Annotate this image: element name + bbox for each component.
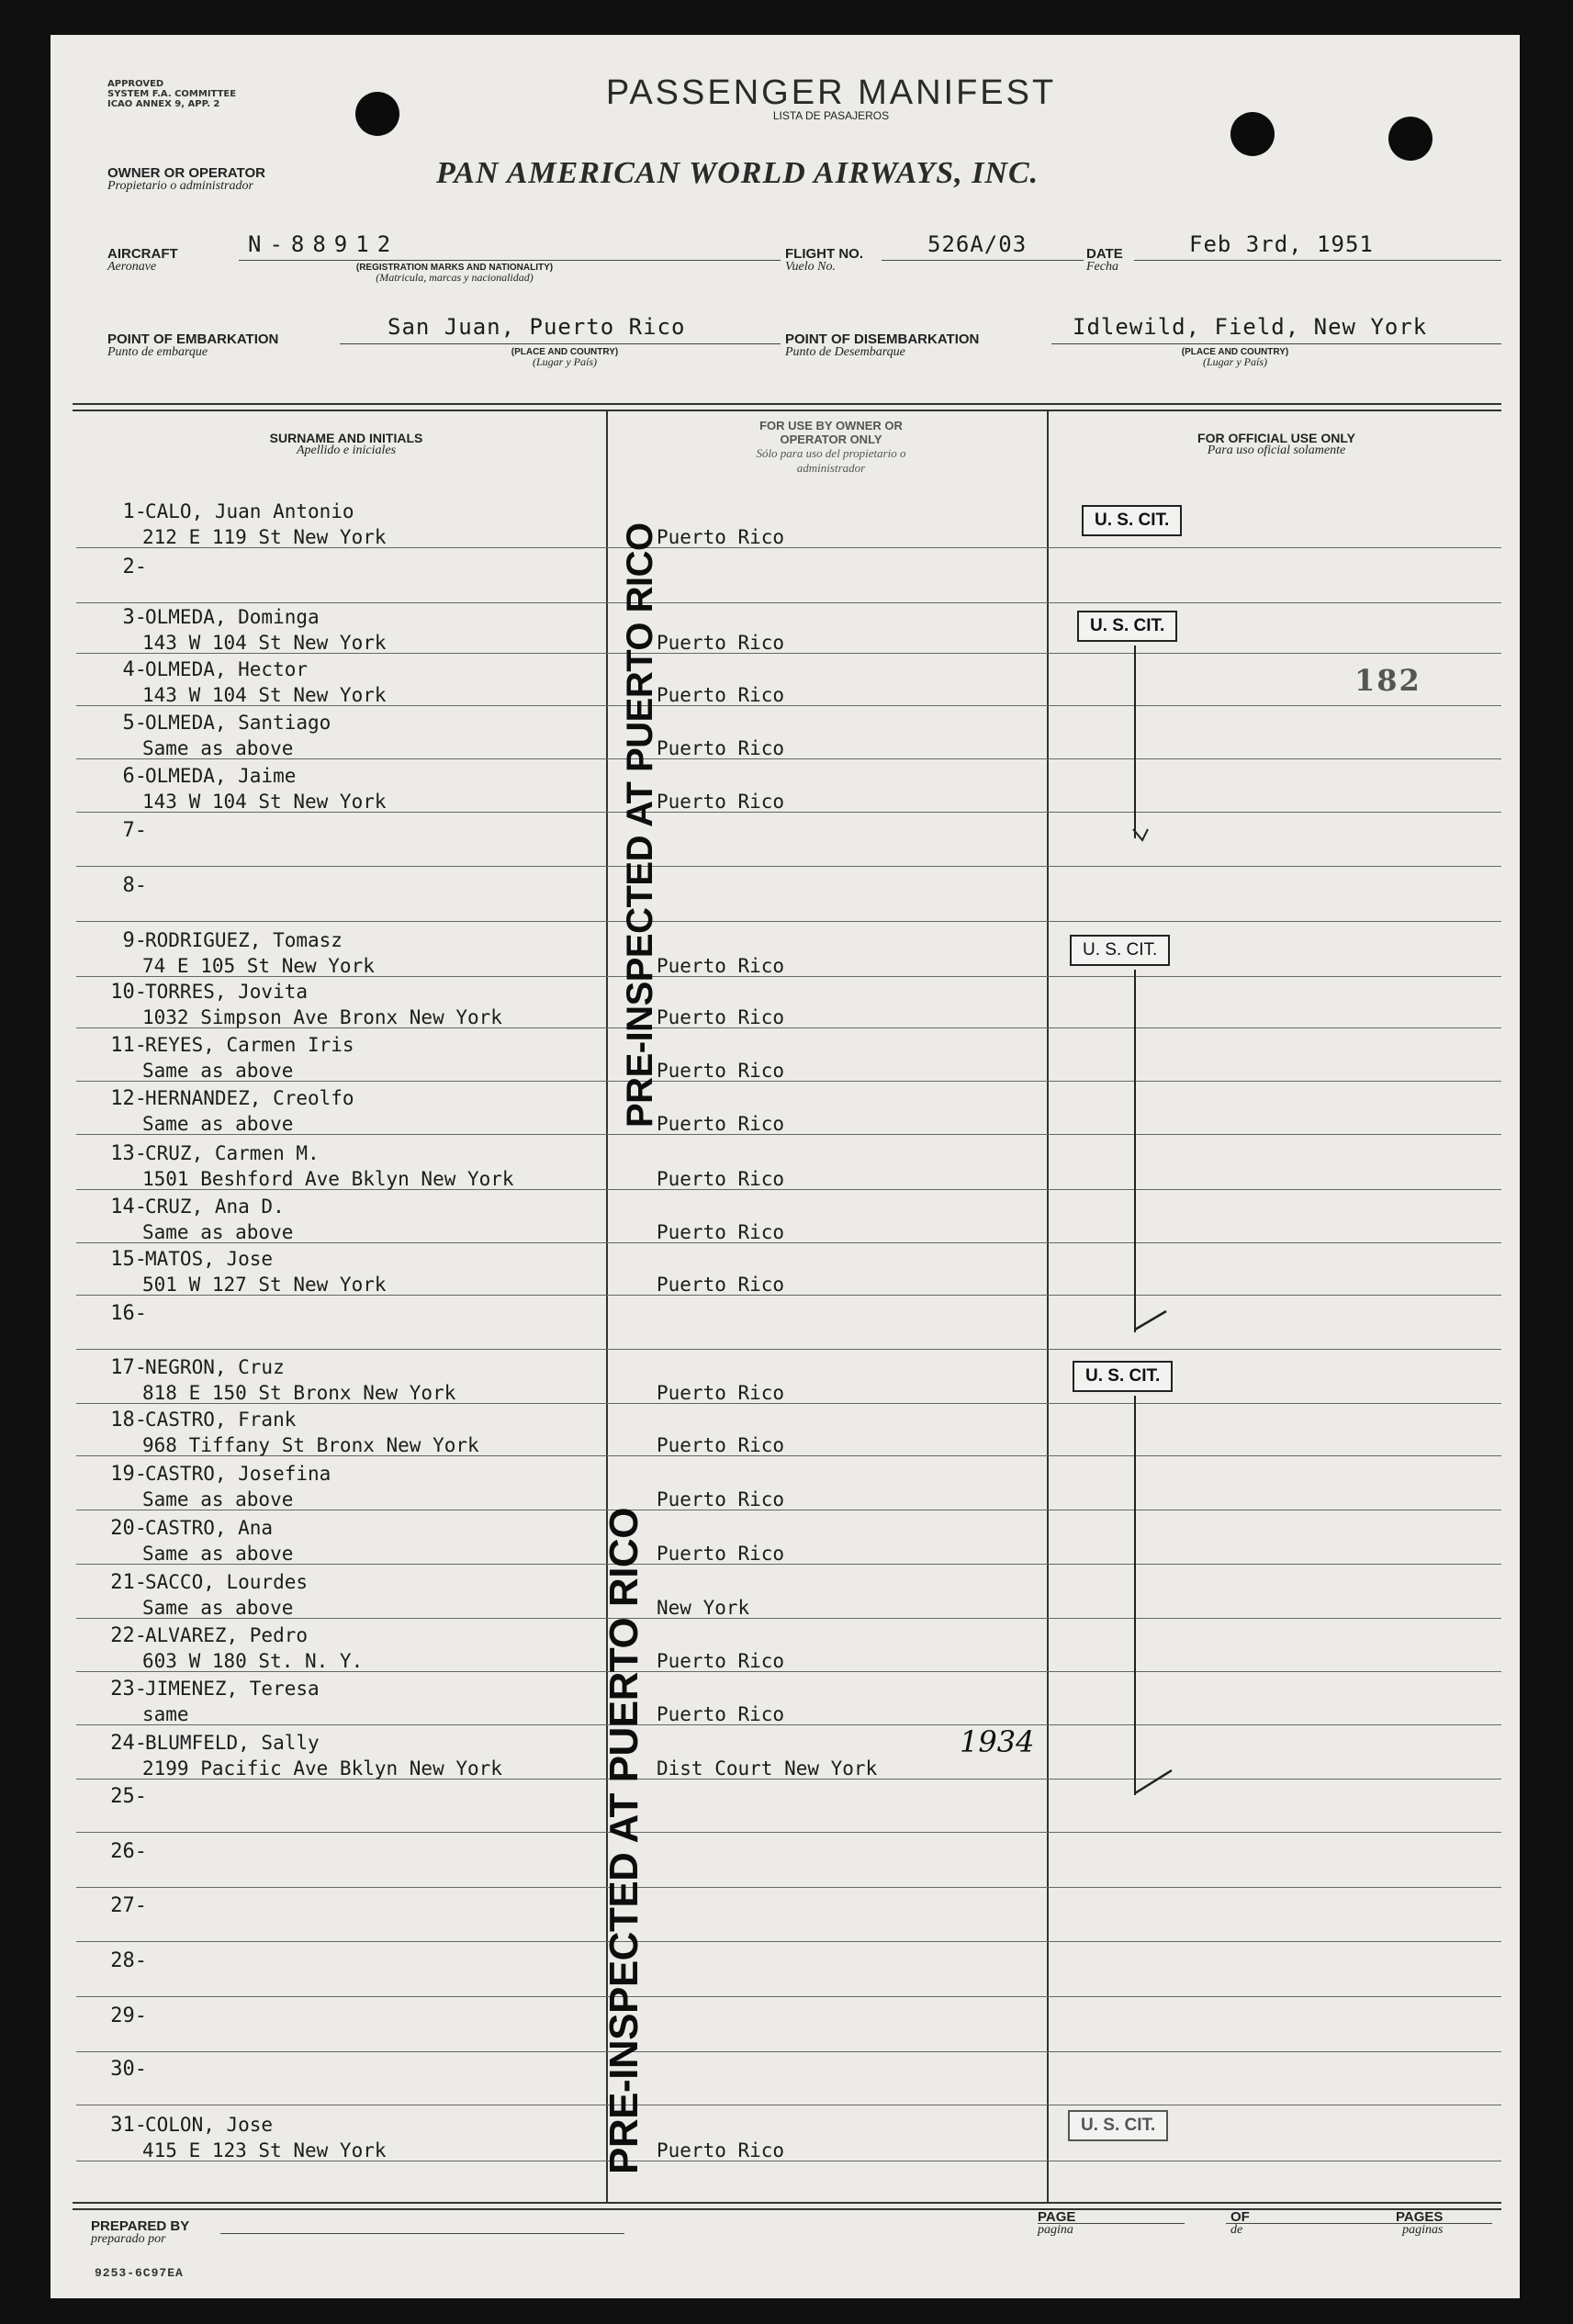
passenger-destination: New York — [657, 1597, 750, 1619]
check-marks — [1120, 802, 1194, 1812]
passenger-name: CRUZ, Ana D. — [145, 1196, 285, 1218]
approved-line: APPROVED — [107, 79, 164, 89]
prepared-label — [91, 2220, 189, 2246]
row-number: 12- — [110, 1087, 147, 1110]
passenger-destination: Puerto Rico — [657, 1434, 785, 1456]
approved-line: ICAO ANNEX 9, APP. 2 — [107, 99, 220, 109]
row-number: 8- — [122, 874, 147, 897]
passenger-destination: Puerto Rico — [657, 1113, 785, 1135]
row-rule — [76, 1941, 1501, 1942]
row-rule — [76, 1887, 1501, 1888]
row-number: 21- — [110, 1571, 147, 1594]
date-label-es: Fecha — [1086, 260, 1118, 274]
registration-note-es: (Matricula, marcas y nacionalidad) — [376, 271, 534, 284]
row-number: 11- — [110, 1034, 147, 1057]
prepared-label-es: preparado por — [91, 2232, 166, 2246]
passenger-destination: Puerto Rico — [657, 955, 785, 977]
row-number: 2- — [122, 556, 147, 578]
passenger-address: 143 W 104 St New York — [142, 791, 387, 813]
underline — [239, 260, 781, 261]
page-title: PASSENGER MANIFEST — [605, 73, 1057, 112]
punch-hole — [355, 92, 399, 136]
passenger-address: Same as above — [142, 1060, 294, 1082]
disembark-label-text: POINT OF DISEMBARKATION — [785, 331, 980, 347]
page-number-stamp: 182 — [1354, 663, 1421, 698]
passenger-address: Same as above — [142, 1543, 294, 1565]
embark-label — [107, 333, 278, 359]
us-cit-stamp: U. S. CIT. — [1073, 1361, 1173, 1392]
passenger-destination: Puerto Rico — [657, 737, 785, 759]
passenger-destination: Puerto Rico — [657, 684, 785, 706]
punch-hole — [1230, 112, 1275, 156]
aircraft-label-es: Aeronave — [107, 260, 157, 274]
passenger-name: OLMEDA, Dominga — [145, 606, 320, 628]
aircraft-label-text: AIRCRAFT — [107, 246, 178, 262]
passenger-address: 212 E 119 St New York — [142, 526, 387, 548]
row-number: 26- — [110, 1840, 147, 1863]
row-number: 1- — [122, 500, 147, 523]
date-label — [1086, 248, 1123, 274]
col-header-official — [1070, 432, 1483, 457]
row-number: 25- — [110, 1785, 147, 1808]
table-top-rule — [73, 403, 1501, 405]
row-number: 14- — [110, 1196, 147, 1218]
underline — [1226, 2223, 1492, 2224]
passenger-destination: Puerto Rico — [657, 526, 785, 548]
embark-label-text: POINT OF EMBARKATION — [107, 331, 279, 347]
page-title-es: LISTA DE PASAJEROS — [772, 109, 890, 122]
operator-name: PAN AMERICAN WORLD AIRWAYS, INC. — [436, 156, 1039, 190]
col-header-surname-es: Apellido e iniciales — [296, 443, 397, 457]
passenger-destination: Dist Court New York — [657, 1757, 878, 1779]
row-number: 9- — [122, 929, 147, 952]
passenger-address: 2199 Pacific Ave Bklyn New York — [142, 1757, 502, 1779]
row-number: 30- — [110, 2058, 147, 2081]
embark-value: San Juan, Puerto Rico — [388, 314, 686, 340]
row-number: 23- — [110, 1678, 147, 1701]
row-number: 27- — [110, 1894, 147, 1917]
passenger-destination: Puerto Rico — [657, 1703, 785, 1725]
passenger-address: 143 W 104 St New York — [142, 684, 387, 706]
table-bottom-rule — [73, 2208, 1501, 2210]
passenger-name: CASTRO, Ana — [145, 1517, 274, 1539]
passenger-name: ALVAREZ, Pedro — [145, 1624, 309, 1646]
table-bottom-rule — [73, 2202, 1501, 2204]
passenger-name: MATOS, Jose — [145, 1248, 274, 1270]
embark-place-note-text: (PLACE AND COUNTRY) — [511, 347, 619, 357]
manifest-sheet — [51, 35, 1520, 2298]
disembark-label — [785, 333, 979, 359]
date-value: Feb 3rd, 1951 — [1189, 231, 1374, 257]
of-label-text: OF — [1230, 2209, 1250, 2225]
us-cit-stamp: U. S. CIT. — [1070, 935, 1170, 966]
passenger-name: NEGRON, Cruz — [145, 1356, 285, 1378]
row-number: 18- — [110, 1409, 147, 1431]
row-number: 3- — [122, 606, 147, 629]
approved-block — [107, 79, 236, 109]
pages-label-es: paginas — [1402, 2223, 1444, 2237]
passenger-address: 968 Tiffany St Bronx New York — [142, 1434, 479, 1456]
passenger-name: REYES, Carmen Iris — [145, 1034, 354, 1056]
row-number: 5- — [122, 712, 147, 735]
row-number: 24- — [110, 1732, 147, 1755]
disembark-label-es: Punto de Desembarque — [785, 345, 905, 359]
passenger-name: CASTRO, Frank — [145, 1409, 297, 1431]
pages-label — [1396, 2211, 1443, 2237]
title-block — [537, 73, 1125, 122]
row-number: 19- — [110, 1463, 147, 1486]
passenger-address: Same as above — [142, 1597, 294, 1619]
preinspected-stamp: PRE-INSPECTED AT PUERTO RICO — [601, 1508, 646, 2174]
passenger-destination: Puerto Rico — [657, 791, 785, 813]
passenger-address: 74 E 105 St New York — [142, 955, 375, 977]
row-number: 28- — [110, 1949, 147, 1972]
row-number: 16- — [110, 1302, 147, 1325]
registration-note-text: (REGISTRATION MARKS AND NATIONALITY) — [355, 263, 554, 273]
passenger-name: JIMENEZ, Teresa — [145, 1678, 320, 1700]
row-rule — [76, 921, 1501, 922]
passenger-destination: Puerto Rico — [657, 1221, 785, 1243]
col-header-surname-text: SURNAME AND INITIALS — [269, 431, 423, 445]
table-top-rule — [73, 410, 1501, 411]
passenger-name: CALO, Juan Antonio — [145, 500, 354, 522]
passenger-name: BLUMFELD, Sally — [145, 1732, 320, 1754]
row-number: 7- — [122, 819, 147, 842]
row-rule — [76, 2051, 1501, 2052]
passenger-name: SACCO, Lourdes — [145, 1571, 309, 1593]
passenger-destination: Puerto Rico — [657, 1382, 785, 1404]
embark-place-note — [482, 347, 647, 367]
owner-label-text: OWNER OR OPERATOR — [107, 165, 265, 181]
passenger-address: same — [142, 1703, 189, 1725]
passenger-name: COLON, Jose — [145, 2114, 274, 2136]
disembark-place-note-es: (Lugar y País) — [1203, 355, 1267, 368]
passenger-address: 501 W 127 St New York — [142, 1274, 387, 1296]
flight-label-text: FLIGHT NO. — [785, 246, 863, 262]
passenger-name: OLMEDA, Hector — [145, 658, 309, 680]
underline — [1038, 2223, 1185, 2224]
embark-label-es: Punto de embarque — [107, 345, 208, 359]
passenger-destination: Puerto Rico — [657, 1543, 785, 1565]
column-divider — [1047, 411, 1049, 2202]
passenger-destination: Puerto Rico — [657, 2139, 785, 2161]
passenger-name: RODRIGUEZ, Tomasz — [145, 929, 343, 951]
passenger-name: OLMEDA, Santiago — [145, 712, 331, 734]
passenger-name: CASTRO, Josefina — [145, 1463, 331, 1485]
passenger-destination: Puerto Rico — [657, 1006, 785, 1028]
passenger-destination: Puerto Rico — [657, 1274, 785, 1296]
aircraft-label — [107, 248, 178, 274]
us-cit-stamp: U. S. CIT. — [1077, 611, 1177, 642]
passenger-destination: Puerto Rico — [657, 1060, 785, 1082]
col-header-surname — [107, 432, 585, 457]
approved-line: SYSTEM F.A. COMMITTEE — [107, 89, 237, 99]
owner-label — [107, 167, 265, 193]
page-label-es: pagina — [1038, 2223, 1073, 2237]
page-label — [1038, 2211, 1075, 2237]
row-rule — [76, 1832, 1501, 1833]
passenger-address: Same as above — [142, 1488, 294, 1510]
flight-label-es: Vuelo No. — [785, 260, 836, 274]
us-cit-stamp: U. S. CIT. — [1068, 2110, 1168, 2141]
row-number: 29- — [110, 2004, 147, 2027]
form-code: 9253-6C97EA — [95, 2266, 184, 2280]
passenger-destination: Puerto Rico — [657, 1168, 785, 1190]
underline — [220, 2233, 624, 2234]
row-number: 15- — [110, 1248, 147, 1271]
underline — [882, 260, 1084, 261]
row-number: 6- — [122, 765, 147, 788]
prepared-label-text: PREPARED BY — [91, 2218, 190, 2234]
row-rule — [76, 1724, 1501, 1725]
passenger-name: HERNANDEZ, Creolfo — [145, 1087, 354, 1109]
passenger-destination: Puerto Rico — [657, 1650, 785, 1672]
disembark-place-note — [1152, 347, 1318, 367]
row-rule — [76, 1996, 1501, 1997]
passenger-address: Same as above — [142, 1113, 294, 1135]
passenger-address: Same as above — [142, 1221, 294, 1243]
col-header-official-es: Para uso oficial solamente — [1207, 443, 1346, 457]
row-number: 4- — [122, 658, 147, 681]
of-label — [1230, 2211, 1250, 2237]
pages-label-text: PAGES — [1396, 2209, 1444, 2225]
col-header-official-text: FOR OFFICIAL USE ONLY — [1197, 431, 1355, 445]
row-number: 20- — [110, 1517, 147, 1540]
passenger-address: 415 E 123 St New York — [142, 2139, 387, 2161]
passenger-address: 1032 Simpson Ave Bronx New York — [142, 1006, 502, 1028]
passenger-address: 603 W 180 St. N. Y. — [142, 1650, 364, 1672]
row-rule — [76, 866, 1501, 867]
underline — [1134, 260, 1501, 261]
passenger-destination: Puerto Rico — [657, 1488, 785, 1510]
handwritten-year: 1934 — [960, 1724, 1035, 1759]
passenger-name: OLMEDA, Jaime — [145, 765, 297, 787]
passenger-name: TORRES, Jovita — [145, 981, 309, 1003]
col-header-owner-use-es: Sólo para uso del propietario o administrador — [756, 446, 906, 475]
flight-value: 526A/03 — [927, 231, 1028, 257]
owner-label-es: Propietario o administrador — [107, 179, 253, 193]
row-rule — [76, 1349, 1501, 1350]
row-number: 22- — [110, 1624, 147, 1647]
col-header-owner-use-text: FOR USE BY OWNER OR OPERATOR ONLY — [759, 419, 903, 446]
passenger-address: 143 W 104 St New York — [142, 632, 387, 654]
of-label-es: de — [1230, 2223, 1243, 2237]
row-rule — [76, 602, 1501, 603]
col-header-owner-use — [638, 419, 1024, 476]
embark-place-note-es: (Lugar y País) — [533, 355, 597, 368]
date-label-text: DATE — [1086, 246, 1123, 262]
preinspected-stamp: PRE-INSPECTED AT PUERTO RICO — [620, 522, 660, 1128]
disembark-place-note-text: (PLACE AND COUNTRY) — [1181, 347, 1289, 357]
punch-hole — [1388, 117, 1433, 161]
row-number: 13- — [110, 1142, 147, 1165]
page-label-text: PAGE — [1038, 2209, 1076, 2225]
registration-note — [326, 263, 583, 283]
aircraft-value: N-88912 — [248, 231, 399, 257]
underline — [1051, 343, 1501, 344]
passenger-name: CRUZ, Carmen M. — [145, 1142, 320, 1164]
us-cit-stamp: U. S. CIT. — [1082, 505, 1182, 536]
row-number: 31- — [110, 2114, 147, 2137]
disembark-value: Idlewild, Field, New York — [1073, 314, 1428, 340]
passenger-address: 818 E 150 St Bronx New York — [142, 1382, 456, 1404]
row-number: 17- — [110, 1356, 147, 1379]
flight-label — [785, 248, 863, 274]
passenger-address: 1501 Beshford Ave Bklyn New York — [142, 1168, 514, 1190]
underline — [340, 343, 781, 344]
passenger-destination: Puerto Rico — [657, 632, 785, 654]
passenger-address: Same as above — [142, 737, 294, 759]
row-number: 10- — [110, 981, 147, 1004]
